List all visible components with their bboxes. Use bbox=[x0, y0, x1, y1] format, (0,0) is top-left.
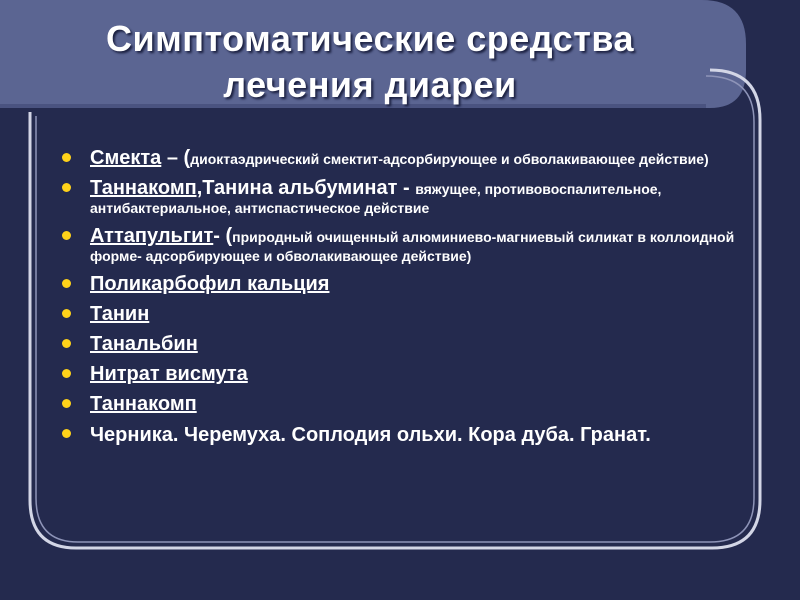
list-item bbox=[62, 302, 742, 326]
drug-link[interactable]: Аттапульгит bbox=[90, 225, 214, 247]
bullet-icon bbox=[62, 309, 71, 318]
list-item bbox=[62, 392, 742, 416]
bullet-icon bbox=[62, 369, 71, 378]
title-line-1: Симптоматические средства bbox=[106, 18, 634, 59]
drug-description: природный очищенный алюминиево-магниевый силикат в коллоидной форме- адсорбирующее и обволакивающее действие) bbox=[90, 229, 735, 264]
separator: – ( bbox=[161, 147, 191, 169]
bullet-icon bbox=[62, 153, 71, 162]
slide-title bbox=[40, 16, 700, 108]
bullet-icon bbox=[62, 231, 71, 240]
drug-description: диоктаэдрический смектит-адсорбирующее и обволакивающее действие) bbox=[190, 151, 709, 167]
drug-link[interactable]: Поликарбофил кальция bbox=[90, 273, 330, 295]
bullet-icon bbox=[62, 429, 71, 438]
list-item bbox=[62, 224, 742, 266]
drug-link[interactable]: Смекта bbox=[90, 147, 162, 169]
drug-description: вяжущее, противовоспалительное, антибактериальное, антиспастическое действие bbox=[90, 181, 662, 216]
herbal-remedies-text: Черника. Черемуха. Соплодия ольхи. Кора дуба. Гранат. bbox=[90, 424, 651, 446]
list-item bbox=[62, 272, 742, 296]
list-item bbox=[62, 422, 742, 448]
bullet-icon bbox=[62, 183, 71, 192]
drug-link[interactable]: Танальбин bbox=[90, 333, 198, 355]
bullet-icon bbox=[62, 399, 71, 408]
drug-link[interactable]: Таннакомп, bbox=[90, 177, 203, 199]
bullet-icon bbox=[62, 339, 71, 348]
drug-name: Танина альбуминат bbox=[202, 177, 398, 199]
drug-link[interactable]: Нитрат висмута bbox=[90, 363, 248, 385]
title-line-2: лечения диареи bbox=[223, 64, 517, 105]
separator: - ( bbox=[213, 225, 233, 247]
list-item bbox=[62, 332, 742, 356]
drug-list bbox=[62, 146, 742, 454]
drug-link[interactable]: Танин bbox=[90, 303, 150, 325]
bullet-icon bbox=[62, 279, 71, 288]
separator: - bbox=[397, 177, 416, 199]
list-item bbox=[62, 176, 742, 218]
list-item bbox=[62, 362, 742, 386]
list-item bbox=[62, 146, 742, 170]
drug-link[interactable]: Таннакомп bbox=[90, 393, 197, 415]
